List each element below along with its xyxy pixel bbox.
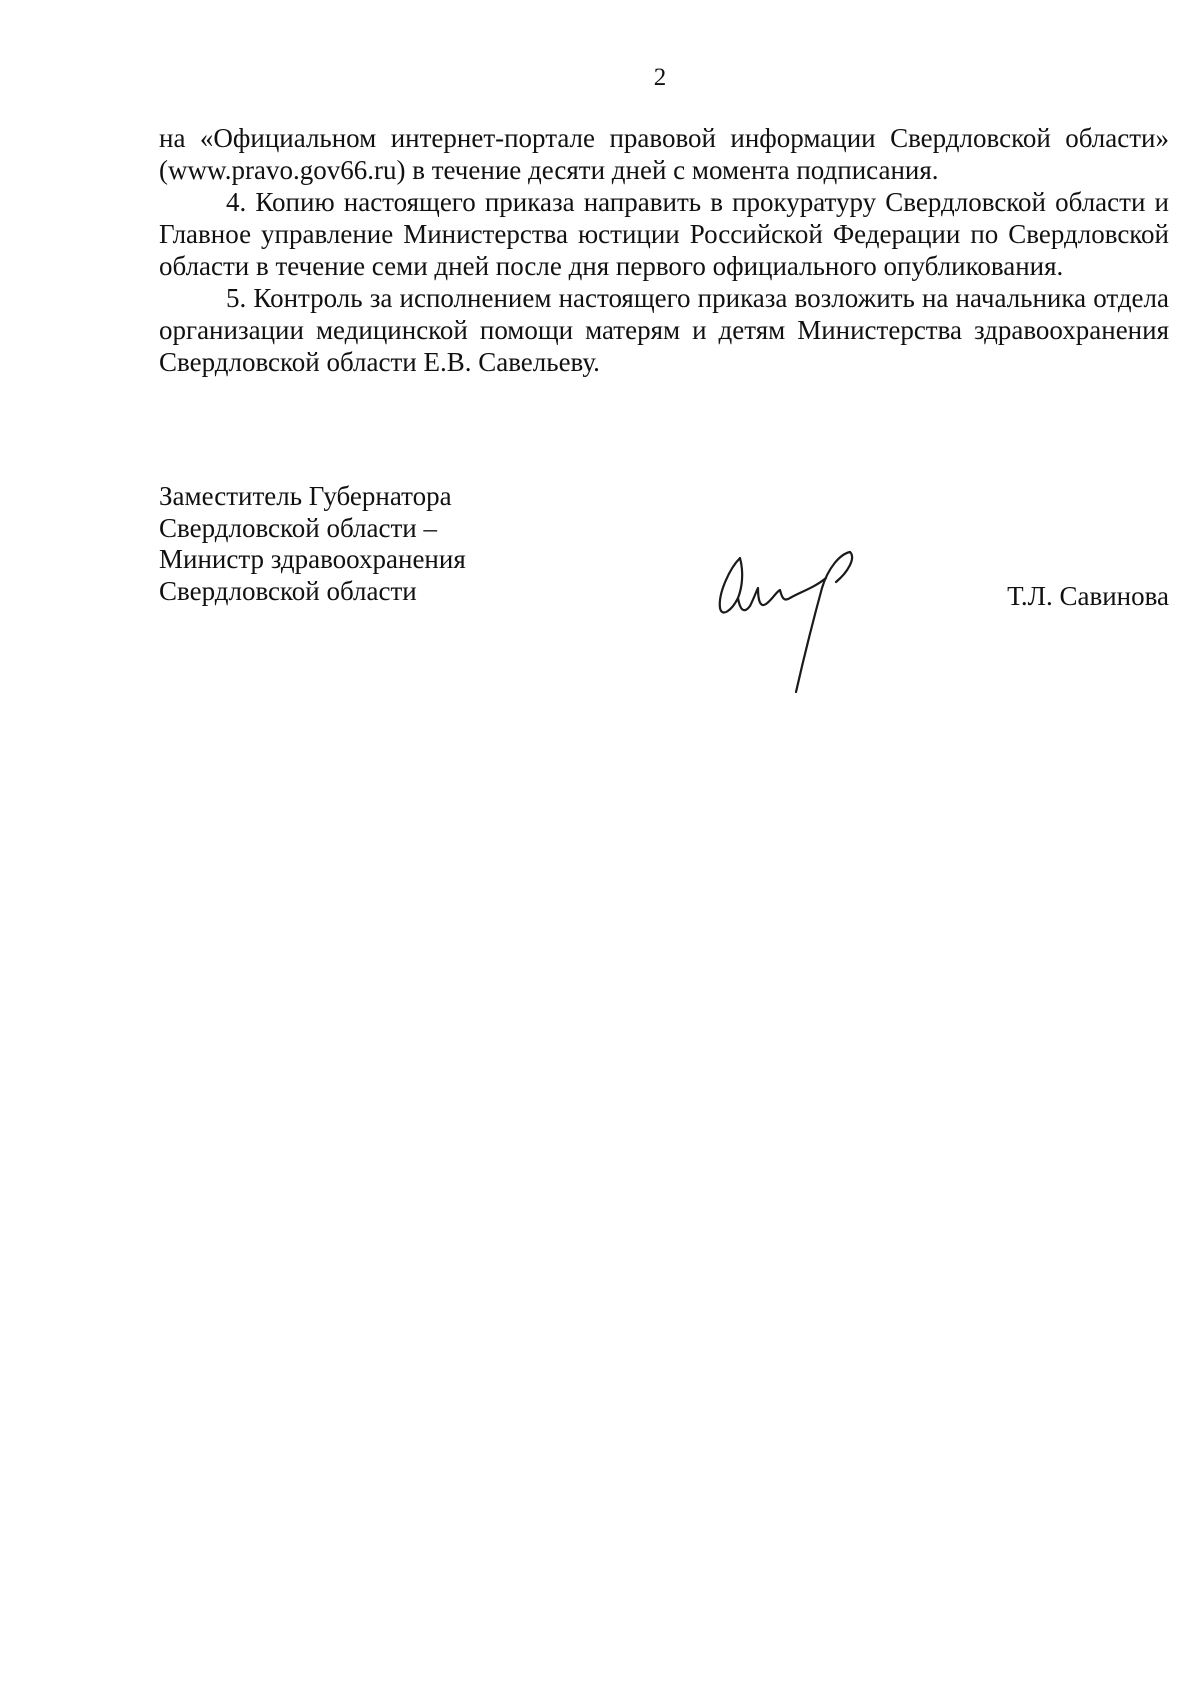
signatory-position xyxy=(159,481,466,607)
signatory-position-line: Свердловской области – xyxy=(159,512,437,543)
page-number: 2 xyxy=(653,64,667,91)
signatory-position-line: Заместитель Губернатора xyxy=(159,481,452,511)
paragraph-continuation: на «Официальном интернет-портале правовой информации Свердловской области» (www.pravo.gov66.ru) в течение десяти дней с момента подписания. xyxy=(159,123,1169,185)
handwritten-signature xyxy=(710,548,870,698)
paragraph-item-4: 4. Копию настоящего приказа направить в прокуратуру Свердловской области и Главное управление Министерства юстиции Российской Федерации по Свердловской области в течение семи дней после дня первого официального опубликования. xyxy=(159,187,1169,281)
document-body xyxy=(159,122,1169,378)
paragraph-item-5: 5. Контроль за исполнением настоящего приказа возложить на начальника отдела организации медицинской помощи матерям и детям Министерства здравоохранения Свердловской области Е.В. Савельеву. xyxy=(159,283,1169,377)
signatory-name: Т.Л. Савинова xyxy=(1007,581,1169,611)
signatory-position-line: Министр здравоохранения xyxy=(159,544,466,574)
signatory-position-line: Свердловской области xyxy=(159,575,417,606)
